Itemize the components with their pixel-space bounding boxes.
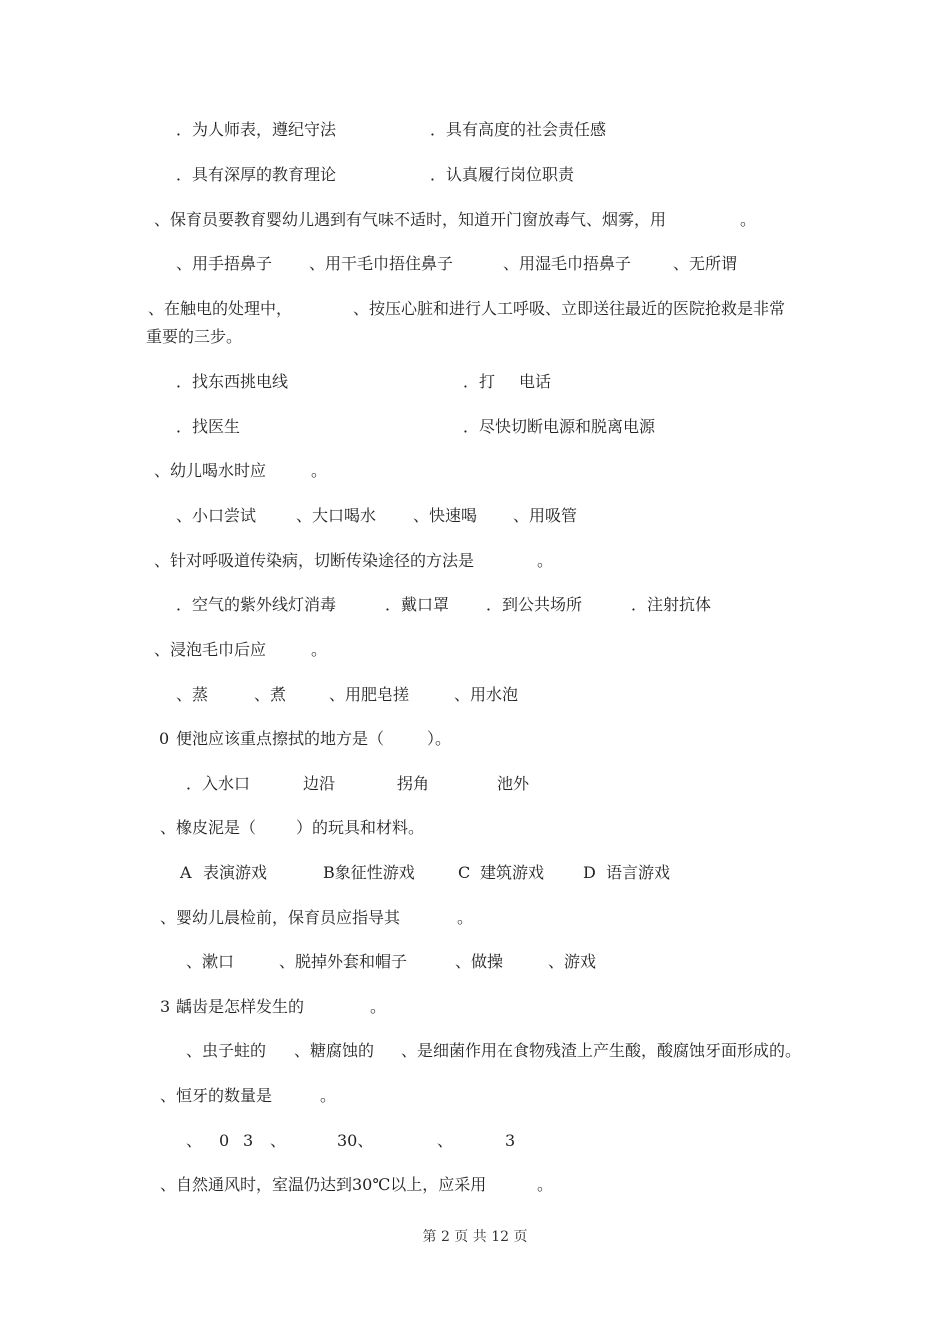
option-line (0, 163, 950, 187)
question-text: 、幼儿喝水时应 (154, 461, 267, 480)
option-text: 、是细菌作用在食物残渣上产生酸，酸腐蚀牙面形成的。 (401, 1041, 802, 1060)
option-text: 电话 (519, 372, 552, 391)
option-text: ．为人师表，遵纪守法 (176, 120, 337, 139)
option-line (0, 504, 950, 528)
question-number: 3 (160, 997, 171, 1016)
option-text: 、漱口 (186, 952, 235, 971)
question-line (0, 459, 950, 483)
option-line (0, 1039, 950, 1063)
option-text: 拐角 (397, 774, 430, 793)
option-line (0, 593, 950, 617)
question-end: 。 (537, 1175, 554, 1194)
question-text: 、浸泡毛巾后应 (154, 640, 267, 659)
question-number: 0 (159, 729, 170, 748)
option-text: 、小口尝试 (176, 506, 257, 525)
option-text: 、用吸管 (513, 506, 578, 525)
option-text: ．戴口罩 (385, 595, 450, 614)
question-text: 、按压心脏和进行人工呼吸、立即送往最近的医院抢救是非常 (353, 299, 786, 318)
question-end: 。 (311, 640, 328, 659)
option-letter: C (458, 863, 471, 882)
option-text: 3 (505, 1131, 516, 1150)
option-text: 、用湿毛巾捂鼻子 (503, 254, 632, 273)
option-text: 、快速喝 (413, 506, 478, 525)
option-text: 、蒸 (176, 685, 209, 704)
option-text: 、虫子蛀的 (186, 1041, 267, 1060)
option-text: ．找医生 (176, 417, 241, 436)
option-text: 、 (270, 1131, 287, 1150)
option-line (0, 370, 950, 394)
option-text: 边沿 (303, 774, 336, 793)
option-text: ．空气的紫外线灯消毒 (176, 595, 337, 614)
question-end: 。 (740, 210, 757, 229)
option-text: 、煮 (254, 685, 287, 704)
option-text: 、 (437, 1131, 454, 1150)
option-text: ．到公共场所 (486, 595, 583, 614)
option-text: ．打 (463, 372, 496, 391)
option-text: 30、 (337, 1131, 374, 1150)
option-text: 、用水泡 (454, 685, 519, 704)
option-text: 、脱掉外套和帽子 (279, 952, 408, 971)
question-end: 。 (537, 551, 554, 570)
option-text: ．认真履行岗位职责 (430, 165, 575, 184)
option-text: 、用肥皂搓 (329, 685, 410, 704)
question-line (0, 549, 950, 573)
option-text: 、游戏 (548, 952, 597, 971)
question-line (0, 638, 950, 662)
question-text: 龋齿是怎样发生的 (176, 997, 305, 1016)
option-text: 、用干毛巾捂住鼻子 (309, 254, 454, 273)
question-line (0, 1084, 950, 1108)
option-line (0, 1129, 950, 1153)
option-line (0, 118, 950, 142)
option-text: 池外 (497, 774, 530, 793)
option-letter: A (180, 863, 192, 882)
question-line (0, 1173, 950, 1197)
option-line (0, 950, 950, 974)
option-text: 3 (243, 1131, 254, 1150)
question-text: 、在触电的处理中， (148, 299, 293, 318)
option-line (0, 415, 950, 439)
option-text: 、做操 (455, 952, 504, 971)
question-end: 。 (370, 997, 387, 1016)
option-text: 、糖腐蚀的 (294, 1041, 375, 1060)
question-text: 、婴幼儿晨检前，保育员应指导其 (160, 908, 401, 927)
option-text: ．具有高度的社会责任感 (430, 120, 607, 139)
option-text: 建筑游戏 (480, 863, 545, 882)
question-text: 、针对呼吸道传染病，切断传染途径的方法是 (154, 551, 475, 570)
option-letter: D (583, 863, 596, 882)
question-line (0, 995, 950, 1019)
option-line (0, 252, 950, 276)
option-text: B象征性游戏 (323, 863, 415, 882)
option-line (0, 861, 950, 885)
question-text: 、恒牙的数量是 (160, 1086, 273, 1105)
question-text: 、橡皮泥是（ (160, 818, 257, 837)
question-line (0, 325, 950, 349)
page-footer: 第 2 页 共 12 页 (422, 1229, 528, 1245)
option-text: 、 (186, 1131, 203, 1150)
option-text: ．找东西挑电线 (176, 372, 289, 391)
question-text: 重要的三步。 (146, 327, 243, 346)
option-text: 、无所谓 (673, 254, 738, 273)
question-end: 。 (457, 908, 474, 927)
option-line (0, 683, 950, 707)
question-line (0, 297, 950, 321)
question-line (0, 208, 950, 232)
option-text: ．尽快切断电源和脱离电源 (463, 417, 656, 436)
question-line (0, 727, 950, 751)
question-text: ）的玩具和材料。 (296, 818, 425, 837)
option-line (0, 772, 950, 796)
question-end: 。 (320, 1086, 337, 1105)
question-line (0, 906, 950, 930)
question-text: 便池应该重点擦拭的地方是（ (176, 729, 385, 748)
question-end: 。 (311, 461, 328, 480)
question-end: ）。 (427, 729, 452, 748)
option-text: ．注射抗体 (631, 595, 712, 614)
option-text: 、用手捂鼻子 (176, 254, 273, 273)
question-text: 、自然通风时，室温仍达到30℃以上，应采用 (160, 1175, 487, 1194)
question-text: 、保育员要教育婴幼儿遇到有气味不适时，知道开门窗放毒气、烟雾，用 (154, 210, 667, 229)
question-line (0, 816, 950, 840)
option-text: 表演游戏 (203, 863, 268, 882)
option-text: 语言游戏 (606, 863, 671, 882)
option-text: 、大口喝水 (296, 506, 377, 525)
option-text: ．入水口 (186, 774, 251, 793)
option-text: 0 (219, 1131, 230, 1150)
option-text: ．具有深厚的教育理论 (176, 165, 337, 184)
